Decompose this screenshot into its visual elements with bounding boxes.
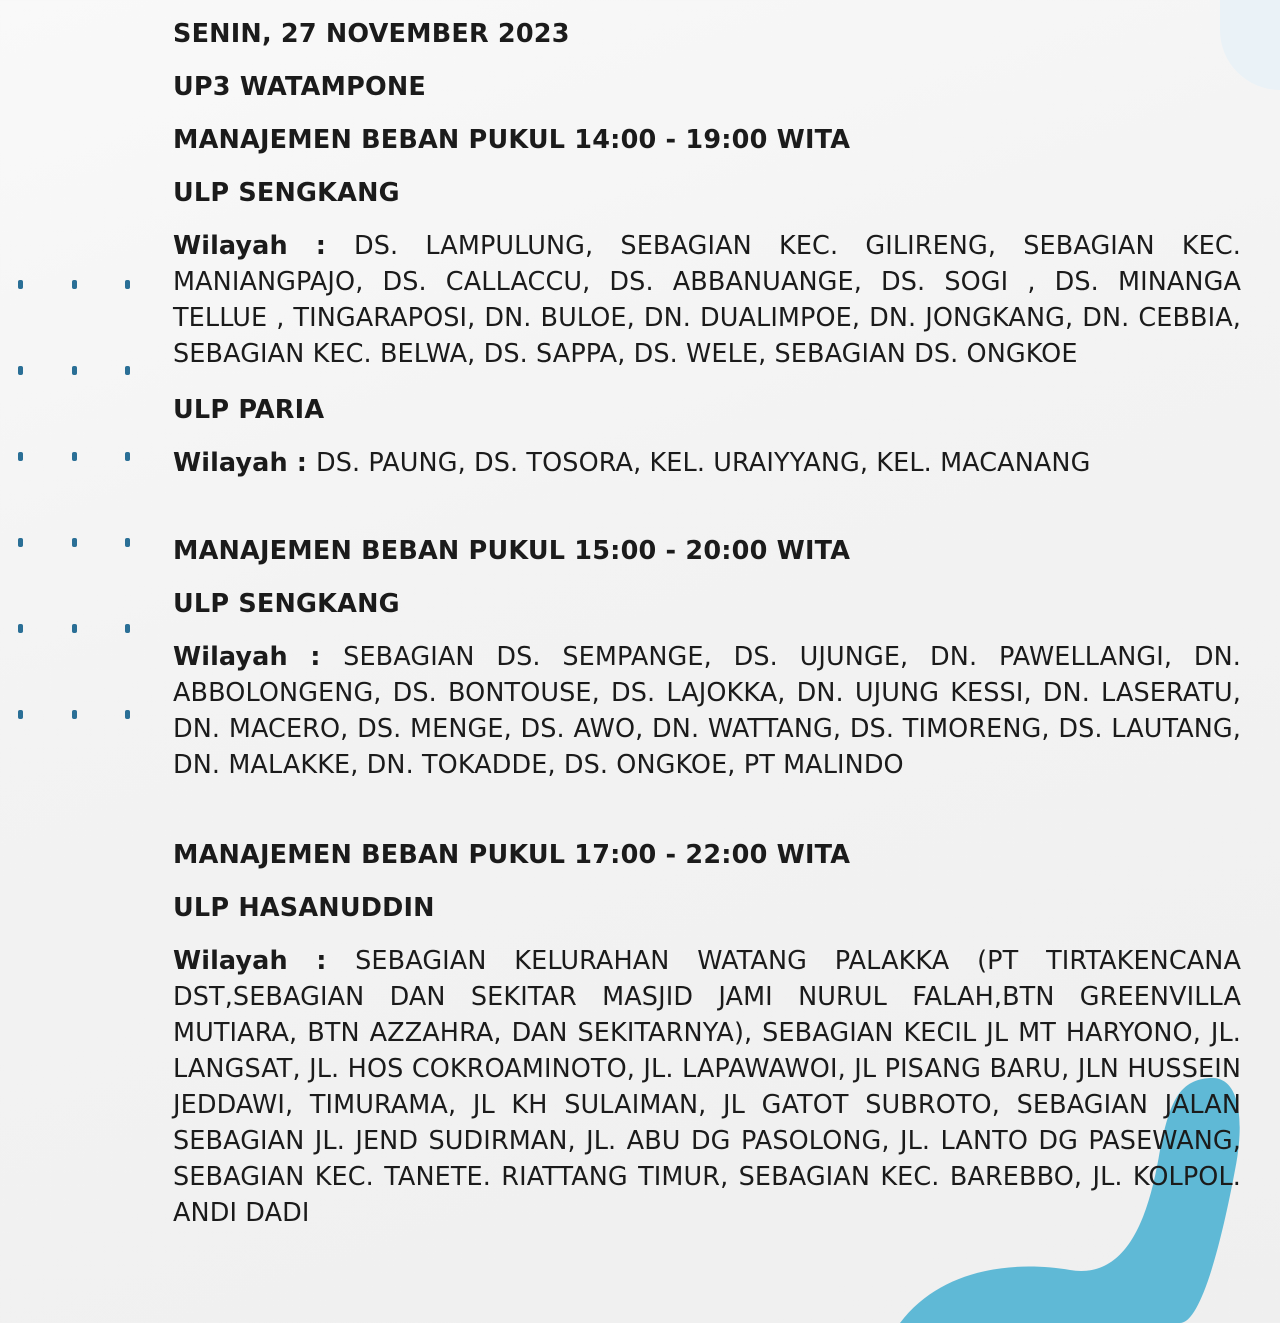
area-text: DS. LAMPULUNG, SEBAGIAN KEC. GILIRENG, SEBAGIAN KEC. MANIANGPAJO, DS. CALLACCU, DS. ABBANUANGE, DS. SOGI , DS. MINANGA TELLUE , TINGARAPOSI, DN. BULOE, DN. DUALIMPOE, DN. JONGKANG, DN. CEBBIA, SEBAGIAN KEC. BELWA, DS. SAPPA, DS. WELE, SEBAGIAN DS. ONGKOE xyxy=(173,231,1241,369)
section-spacer xyxy=(173,481,1241,533)
area-text: SEBAGIAN DS. SEMPANGE, DS. UJUNGE, DN. PAWELLANGI, DN. ABBOLONGENG, DS. BONTOUSE, DS. LAJOKKA, DN. UJUNG KESSI, DN. LASERATU, DN. MACERO, DS. MENGE, DS. AWO, DN. WATTANG, DS. TIMORENG, DS. LAUTANG, DN. MALAKKE, DN. TOKADDE, DS. ONGKOE, PT MALINDO xyxy=(173,642,1241,780)
area-label: Wilayah : xyxy=(173,448,316,478)
dot xyxy=(18,452,23,461)
ulp-heading: ULP SENGKANG xyxy=(173,178,400,208)
dot-row xyxy=(18,280,130,366)
dot xyxy=(18,624,23,633)
area-list xyxy=(173,943,1241,1231)
date-heading: SENIN, 27 NOVEMBER 2023 xyxy=(173,19,570,49)
dot xyxy=(72,538,77,547)
area-label: Wilayah : xyxy=(173,946,356,976)
section-spacer xyxy=(173,783,1241,837)
dot xyxy=(125,366,130,375)
ulp-heading: ULP SENGKANG xyxy=(173,589,400,619)
dot xyxy=(18,280,23,289)
area-list xyxy=(173,445,1241,481)
dot xyxy=(125,624,130,633)
schedule-heading: MANAJEMEN BEBAN PUKUL 15:00 - 20:00 WITA xyxy=(173,536,851,566)
dot xyxy=(18,366,23,375)
area-list xyxy=(173,228,1241,372)
dot xyxy=(72,710,77,719)
dot-row xyxy=(18,538,130,624)
dot xyxy=(125,710,130,719)
area-label: Wilayah : xyxy=(173,231,354,261)
dot xyxy=(18,710,23,719)
dot xyxy=(18,538,23,547)
schedule-heading: MANAJEMEN BEBAN PUKUL 14:00 - 19:00 WITA xyxy=(173,125,851,155)
dot-pattern-decoration xyxy=(18,280,148,796)
dot-row xyxy=(18,710,130,796)
dot xyxy=(72,280,77,289)
dot xyxy=(72,452,77,461)
dot xyxy=(125,452,130,461)
ulp-heading: ULP PARIA xyxy=(173,395,325,425)
area-label: Wilayah : xyxy=(173,642,344,672)
dot xyxy=(72,624,77,633)
dot-row xyxy=(18,624,130,710)
ulp-heading: ULP HASANUDDIN xyxy=(173,893,435,923)
dot xyxy=(125,538,130,547)
dot xyxy=(72,366,77,375)
area-text: SEBAGIAN KELURAHAN WATANG PALAKKA (PT TIRTAKENCANA DST,SEBAGIAN DAN SEKITAR MASJID JAMI NURUL FALAH,BTN GREENVILLA MUTIARA, BTN AZZAHRA, DAN SEKITARNYA), SEBAGIAN KECIL JL MT HARYONO, JL. LANGSAT, JL. HOS COKROAMINOTO, JL. LAPAWAWOI, JL PISANG BARU, JLN HUSSEIN JEDDAWI, TIMURAMA, JL KH SULAIMAN, JL GATOT SUBROTO, SEBAGIAN JALAN SEBAGIAN JL. JEND SUDIRMAN, JL. ABU DG PASOLONG, JL. LANTO DG PASEWANG, SEBAGIAN KEC. TANETE. RIATTANG TIMUR, SEBAGIAN KEC. BAREBBO, JL. KOLPOL. ANDI DADI xyxy=(173,946,1241,1228)
dot xyxy=(125,280,130,289)
area-list xyxy=(173,639,1241,783)
area-text: DS. PAUNG, DS. TOSORA, KEL. URAIYYANG, KEL. MACANANG xyxy=(315,448,1091,478)
announcement-content xyxy=(173,16,1241,1231)
dot-row xyxy=(18,452,130,538)
dot-row xyxy=(18,366,130,452)
schedule-heading: MANAJEMEN BEBAN PUKUL 17:00 - 22:00 WITA xyxy=(173,840,851,870)
unit-heading: UP3 WATAMPONE xyxy=(173,72,427,102)
